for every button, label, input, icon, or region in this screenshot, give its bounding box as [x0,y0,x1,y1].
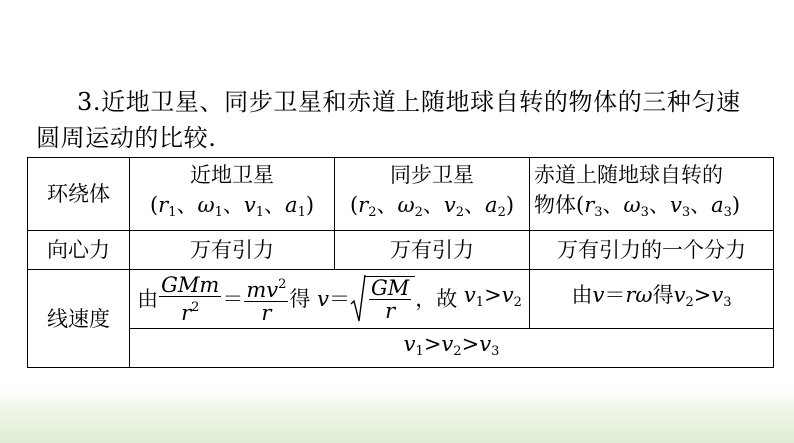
speed-conclusion-cell: $v_1>v_2>v_3$ [130,329,774,368]
sync-satellite-cell [335,158,530,231]
equator-object-cell [530,158,774,231]
section-heading [36,84,784,156]
near-earth-params: ($r_1$、$\omega_1$、$v_1$、$a_1$) [149,193,315,220]
speed-formula-left-cell [130,270,530,329]
equator-title: 赤道上随地球自转的 [534,163,723,187]
sync-title: 同步卫星 [390,163,474,187]
header-label-cell: 环绕体 [28,158,130,231]
force-col3-cell: 万有引力的一个分力 [530,231,774,270]
bottom-decor-band [0,391,794,443]
near-earth-title: 近地卫星 [190,163,274,187]
speed-label-cell: 线速度 [28,270,130,368]
table-row-speed-conclusion [28,329,774,368]
speed-formula-right-cell: 由v＝rω得$v_2>v_3$ [530,270,774,329]
equator-params: 物体($r_3$、$\omega_3$、$v_3$、$a_3$) [534,193,741,220]
heading-line-2: 圆周运动的比较. [36,124,217,152]
gravitation-formula: 由 $\frac{\text{GMm}}{r^2}$ ＝ $\frac{mv^2}{r}$ 得 v ＝ $\frac{GM}{r}$ ，故 $v_1>v_2$ [137,273,522,325]
force-col1-cell: 万有引力 [130,231,335,270]
sync-params: ($r_2$、$\omega_2$、$v_2$、$a_2$) [349,193,515,220]
comparison-table [27,157,774,368]
table-row-header [28,158,774,231]
force-label-cell: 向心力 [28,231,130,270]
square-root-icon: $\frac{GM}{r}$ [350,274,415,324]
force-col2-cell: 万有引力 [335,231,530,270]
table-row-linear-speed [28,270,774,329]
table-row-centripetal-force [28,231,774,270]
near-earth-satellite-cell [130,158,335,231]
heading-line-1: 3.近地卫星、同步卫星和赤道上随地球自转的物体的三种匀速 [77,88,741,116]
